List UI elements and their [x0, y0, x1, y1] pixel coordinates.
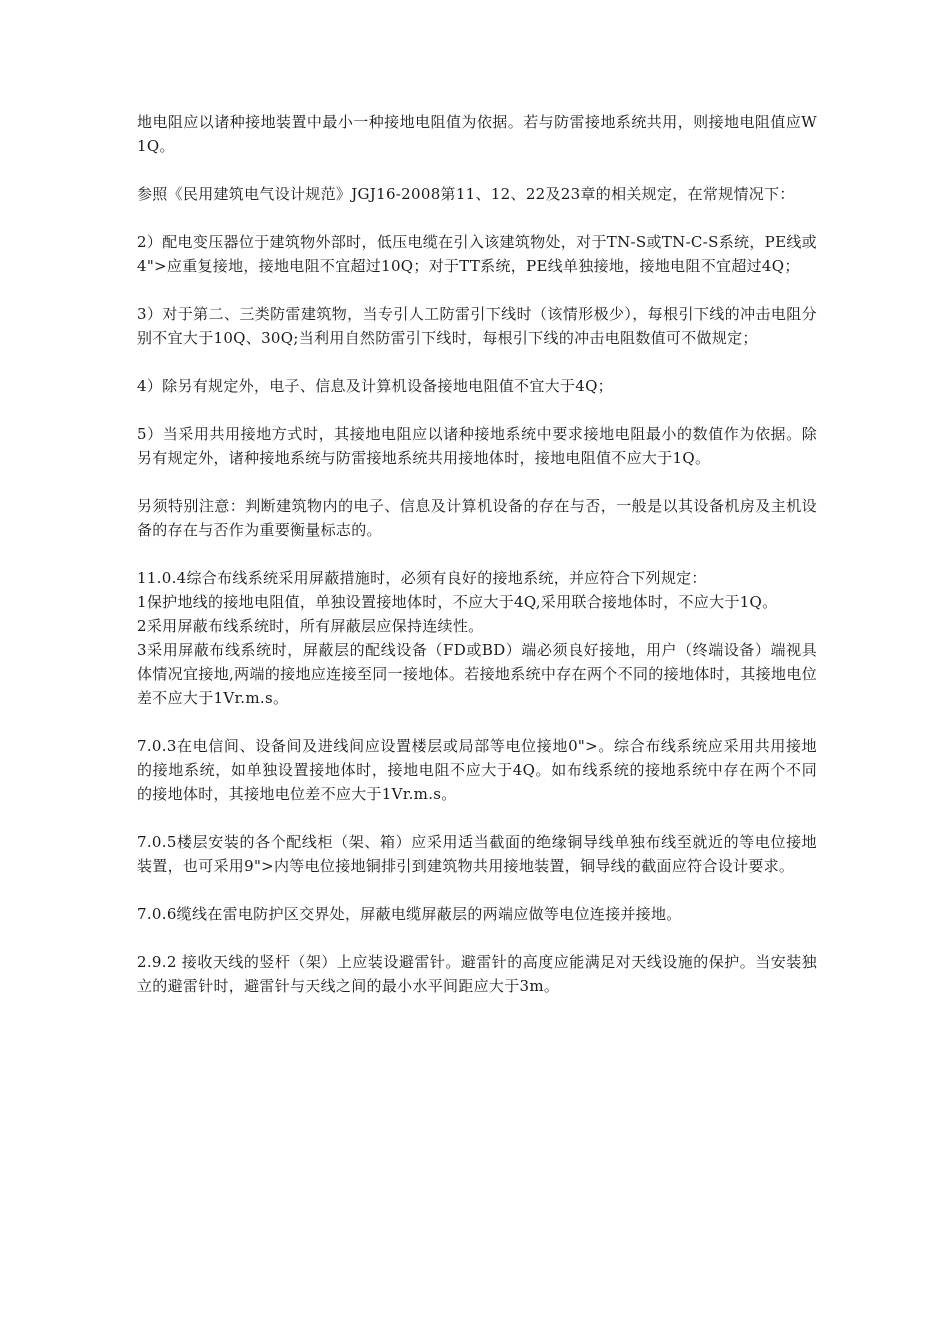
text-line: 5）当采用共用接地方式时，其接地电阻应以诸种接地系统中要求接地电阻最小的数值作为依据。除另有规定外，诸种接地系统与防雷接地系统共用接地体时，接地电阻值不应大于1Q。 — [137, 425, 817, 467]
document-body — [137, 110, 817, 998]
paragraph-clause-2-9-2 — [137, 950, 817, 998]
paragraph-clause-7-0-6 — [137, 902, 817, 926]
text-line: 7.0.3在电信间、设备间及进线间应设置楼层或局部等电位接地0">。综合布线系统应采用共用接地的接地系统，如单独设置接地体时，接地电阻不应大于4Q。如布线系统的接地系统中存在两个不同的接地体时，其接地电位差不应大于1Vr.m.s。 — [137, 737, 817, 803]
text-line: 3）对于第二、三类防雷建筑物，当专引人工防雷引下线时（该情形极少），每根引下线的冲击电阻分别不宜大于10Q、30Q;当利用自然防雷引下线时，每根引下线的冲击电阻数值可不做规定； — [137, 305, 817, 347]
paragraph-item-3 — [137, 302, 817, 350]
paragraph-special-note — [137, 494, 817, 542]
text-line: 地电阻应以诸种接地装置中最小一种接地电阻值为依据。若与防雷接地系统共用，则接地电阻值应W1Q。 — [137, 113, 817, 155]
text-line: 7.0.5楼层安装的各个配线柜（架、箱）应采用适当截面的绝缘铜导线单独布线至就近的等电位接地装置，也可采用9">内等电位接地铜排引到建筑物共用接地装置，铜导线的截面应符合设计要求。 — [137, 833, 817, 875]
text-line: 1保护地线的接地电阻值，单独设置接地体时，不应大于4Q,采用联合接地体时，不应大于1Q。 — [137, 593, 778, 611]
paragraph-clause-7-0-3 — [137, 734, 817, 806]
text-line: 11.0.4综合布线系统采用屏蔽措施时，必须有良好的接地系统，并应符合下列规定： — [137, 569, 707, 587]
paragraph-reference-standard — [137, 182, 817, 206]
paragraph-item-5 — [137, 422, 817, 470]
text-line: 3采用屏蔽布线系统时，屏蔽层的配线设备（FD或BD）端必须良好接地，用户（终端设备）端视具体情况宜接地,两端的接地应连接至同一接地体。若接地系统中存在两个不同的接地体时，其接地电位差不应大于1Vr.m.s。 — [137, 641, 817, 707]
text-line: 2采用屏蔽布线系统时，所有屏蔽层应保持连续性。 — [137, 617, 484, 635]
paragraph-grounding-common — [137, 110, 817, 158]
paragraph-item-2 — [137, 230, 817, 278]
text-line: 参照《民用建筑电气设计规范》JGJ16-2008第11、12、22及23章的相关规定，在常规情况下： — [137, 185, 795, 203]
text-line: 7.0.6缆线在雷电防护区交界处，屏蔽电缆屏蔽层的两端应做等电位连接并接地。 — [137, 905, 682, 923]
paragraph-clause-11-0-4 — [137, 566, 817, 710]
text-line: 另须特别注意：判断建筑物内的电子、信息及计算机设备的存在与否，一般是以其设备机房及主机设备的存在与否作为重要衡量标志的。 — [137, 497, 817, 539]
text-line: 2）配电变压器位于建筑物外部时，低压电缆在引入该建筑物处，对于TN-S或TN-C-S系统，PE线或4">应重复接地，接地电阻不宜超过10Q；对于TT系统，PE线单独接地，接地电阻不宜超过4Q； — [137, 233, 817, 275]
text-line: 4）除另有规定外，电子、信息及计算机设备接地电阻值不宜大于4Q； — [137, 377, 613, 395]
paragraph-item-4 — [137, 374, 817, 398]
text-line: 2.9.2 接收天线的竖杆（架）上应装设避雷针。避雷针的高度应能满足对天线设施的保护。当安装独立的避雷针时，避雷针与天线之间的最小水平间距应大于3m。 — [137, 953, 817, 995]
paragraph-clause-7-0-5 — [137, 830, 817, 878]
